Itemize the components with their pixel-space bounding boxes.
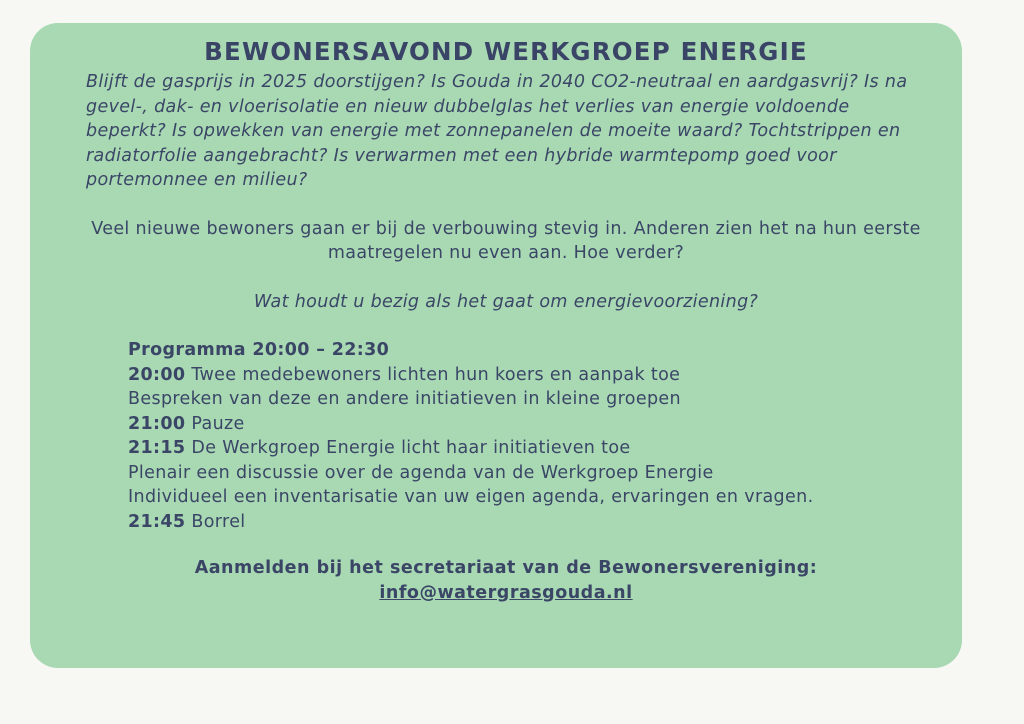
program-item-time: 21:00 [128,413,186,434]
program-item-text: Individueel een inventarisatie van uw eigen agenda, ervaringen en vragen. [128,487,814,507]
program-item-time: 21:45 [128,511,186,532]
signup-section [86,556,926,605]
signup-text: Aanmelden bij het secretariaat van de Bewonersvereniging: [194,558,818,578]
program-item [128,461,926,486]
program-item-time: 21:15 [128,438,186,458]
program-item-text: Bespreken van deze en andere initiatieven in kleine groepen [128,389,681,409]
program-item [128,412,926,437]
program-item-text: Pauze [185,413,245,434]
email-link[interactable]: info@watergrasgouda.nl [379,582,633,603]
program-item-time: 20:00 [128,364,186,385]
question-line: Wat houdt u bezig als het gaat om energievoorziening? [253,291,759,312]
flyer-title: BEWONERSAVOND WERKGROEP ENERGIE [204,37,808,66]
program-section [128,338,926,534]
program-item-text: Plenair een discussie over de agenda van de Werkgroep Energie [128,462,714,483]
program-heading: Programma 20:00 – 22:30 [128,340,390,360]
intro-paragraph: Blijft de gasprijs in 2025 doorstijgen? Is Gouda in 2040 CO2-neutraal en aardgasvrij? Is na gevel-, dak- en vloerisolatie en nieuw dubbelglas het verlies van energie voldoende beperkt? Is opwekken van energie met zonnepanelen de moeite waard? Tochtstrippen en radiatorfolie aangebracht? Is verwarmen met een hybride warmtepomp goed voor portemonnee en milieu? [86,72,908,190]
program-item-text: Twee medebewoners lichten hun koers en aanpak toe [185,364,681,385]
program-item [128,363,926,388]
program-item [128,387,926,412]
program-item-text: Borrel [185,511,246,532]
program-item [128,510,926,535]
situation-paragraph: Veel nieuwe bewoners gaan er bij de verbouwing stevig in. Anderen zien het na hun eerste maatregelen nu even aan. Hoe verder? [91,218,921,263]
flyer-card [30,23,962,668]
program-item-text: De Werkgroep Energie licht haar initiatieven toe [185,438,631,458]
program-item [128,436,926,461]
program-item [128,485,926,510]
